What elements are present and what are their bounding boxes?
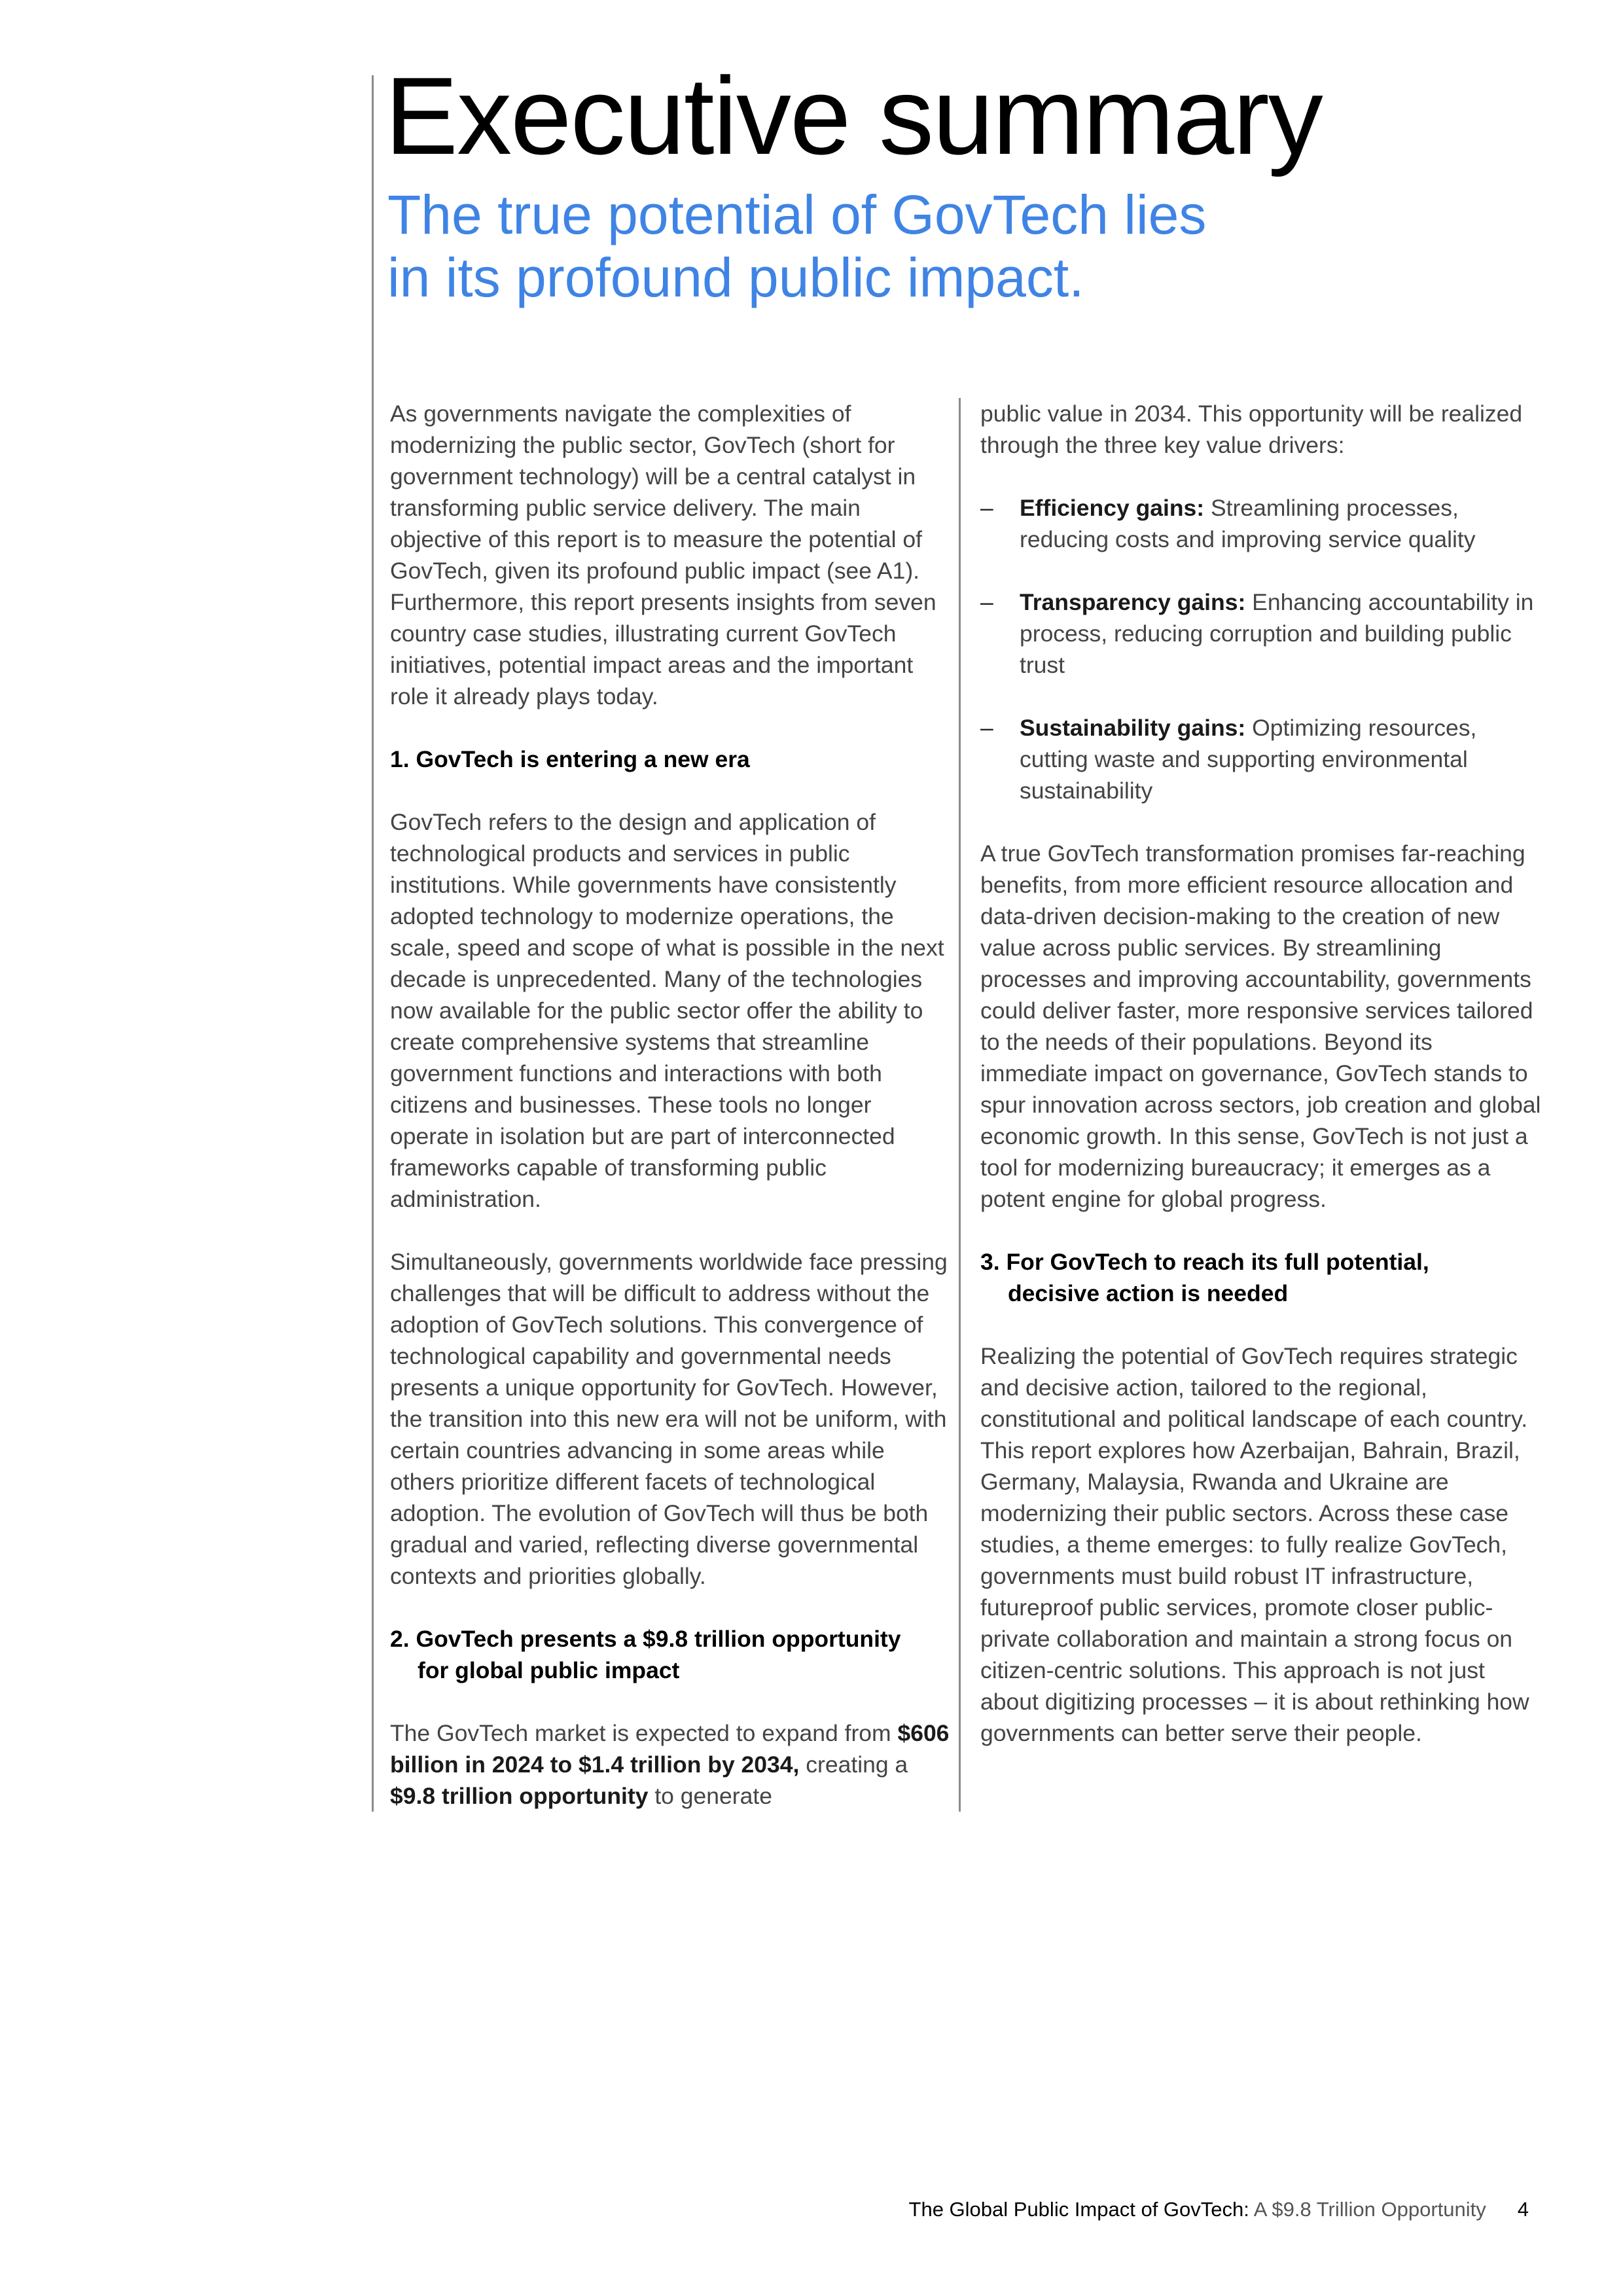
- page-subtitle: [387, 183, 1304, 309]
- left-column: [390, 398, 953, 1843]
- benefits-paragraph: A true GovTech transformation promises far-reaching benefits, from more efficient resource allocation and data-driven decision-making to the creation of new value across public services. By streamlining processes and improving accountability, governments could deliver faster, more responsive services tailored to the needs of their populations. Beyond its immediate impact on governance, GovTech stands to spur innovation across sectors, job creation and global economic growth. In this sense, GovTech is not just a tool for modernizing bureaucracy; it emerges as a potent engine for global progress.: [980, 840, 1541, 1212]
- page-footer: [909, 2197, 1529, 2223]
- bullet-text: Optimizing resources, cutting waste and supporting environmental sustainability: [1020, 715, 1477, 804]
- footer-report-subtitle: A $9.8 Trillion Opportunity: [1249, 2198, 1486, 2221]
- section-1-paragraph-2: Simultaneously, governments worldwide face pressing challenges that will be difficult to address without the adoption of GovTech solutions. This convergence of technological capability and governmental needs presents a unique opportunity for GovTech. However, the transition into this new era will not be uniform, with certain countries advancing in some areas while others prioritize different facets of technological adoption. The evolution of GovTech will thus be both gradual and varied, reflecting diverse governmental contexts and priorities globally.: [390, 1249, 948, 1589]
- section-heading-1: 1. GovTech is entering a new era: [390, 746, 750, 772]
- bullet-text: Streamlining processes, reducing costs and improving service quality: [1020, 495, 1476, 552]
- market-text-a: The GovTech market is expected to expand from: [390, 1720, 898, 1746]
- list-item: [980, 712, 1543, 806]
- opportunity-figure: $9.8 trillion opportunity: [390, 1783, 649, 1809]
- section-3-paragraph: Realizing the potential of GovTech requires strategic and decisive action, tailored to the regional, constitutional and political landscape of each country. This report explores how Azerbaijan, Bahrain, Brazil, Germany, Malaysia, Rwanda and Ukraine are modernizing their public sectors. Across these case studies, a theme emerges: to fully realize GovTech, governments must build robust IT infrastructure, futureproof public services, promote closer public-private collaboration and maintain a strong focus on citizen-centric solutions. This approach is not just about digitizing processes – it is about rethinking how governments can better serve their people.: [980, 1343, 1529, 1746]
- column-divider-rule: [959, 398, 961, 1812]
- section-heading-2-line-2: for global public impact: [418, 1657, 680, 1683]
- subtitle-line-2: in its profound public impact.: [387, 247, 1084, 308]
- value-drivers-list: [980, 492, 1543, 806]
- right-column: [980, 398, 1543, 1780]
- section-heading-2-line-1: 2. GovTech presents a $9.8 trillion opportunity: [390, 1626, 901, 1652]
- section-2-paragraph: [390, 1717, 953, 1812]
- section-heading-3: [980, 1246, 1543, 1309]
- subtitle-line-1: The true potential of GovTech lies: [387, 184, 1207, 245]
- list-item: [980, 492, 1543, 555]
- bullet-label: Efficiency gains:: [1020, 495, 1205, 521]
- left-vertical-rule: [372, 75, 374, 1812]
- page-title: Executive summary: [385, 54, 1322, 177]
- bullet-label: Sustainability gains:: [1020, 715, 1246, 741]
- market-figure: $606 billion in 2024 to $1.4 trillion by 2034,: [390, 1720, 950, 1778]
- list-item: [980, 586, 1543, 681]
- intro-paragraph: As governments navigate the complexities of modernizing the public sector, GovTech (short for government technology) will be a central catalyst in transforming public service delivery. The main objective of this report is to measure the potential of GovTech, given its profound public impact (see A1). Furthermore, this report presents insights from seven country case studies, illustrating current GovTech initiatives, potential impact areas and the important role it already plays today.: [390, 401, 936, 709]
- bullet-text: Enhancing accountability in process, reducing corruption and building public trust: [1020, 589, 1534, 678]
- bullet-label: Transparency gains:: [1020, 589, 1246, 615]
- market-text-e: to generate: [648, 1783, 772, 1809]
- page-number: 4: [1517, 2198, 1529, 2221]
- section-heading-3-line-2: decisive action is needed: [1008, 1280, 1289, 1306]
- footer-report-title: The Global Public Impact of GovTech:: [908, 2198, 1249, 2221]
- section-heading-2: [390, 1623, 953, 1686]
- continuation-paragraph: public value in 2034. This opportunity will be realized through the three key value drivers:: [980, 401, 1523, 458]
- section-heading-3-line-1: 3. For GovTech to reach its full potential,: [980, 1249, 1429, 1275]
- section-1-paragraph-1: GovTech refers to the design and application of technological products and services in public institutions. While governments have consistently adopted technology to modernize operations, the scale, speed and scope of what is possible in the next decade is unprecedented. Many of the technologies now available for the public sector offer the ability to create comprehensive systems that streamline government functions and interactions with both citizens and businesses. These tools no longer operate in isolation but are part of interconnected frameworks capable of transforming public administration.: [390, 809, 944, 1212]
- market-text-c: creating a: [799, 1751, 908, 1778]
